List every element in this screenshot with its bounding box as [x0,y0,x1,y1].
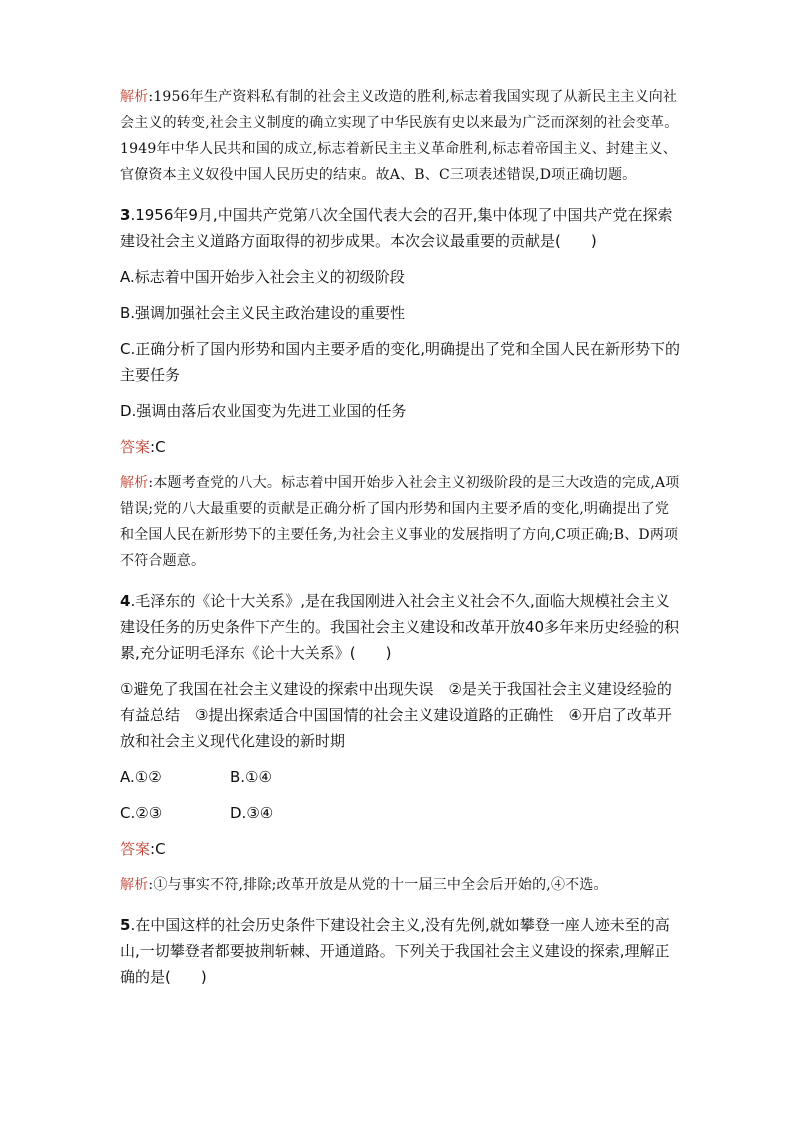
analysis-q2 [120,84,680,188]
analysis-text: :①与事实不符,排除;改革开放是从党的十一届三中全会后开始的,④不选。 [148,877,608,893]
option-a: A.①② [120,768,162,786]
analysis-label: 解析 [120,475,149,491]
question-text: .毛泽东的《论十大关系》,是在我国刚进入社会主义社会不久,面临大规模社会主义建设任务的历史条件下产生的。我国社会主义建设和改革开放40多年来历史经验的积累,充分证明毛泽东《论十大关系》( ) [120,592,680,662]
option-c: C.②③ [120,804,163,822]
analysis-text: :1956年生产资料私有制的社会主义改造的胜利,标志着我国实现了从新民主主义向社会主义的转变,社会主义制度的确立实现了中华民族有史以来最为广泛而深刻的社会变革。1949年中华人民共和国的成立,标志着新民主主义革命胜利,标志着帝国主义、封建主义、官僚资本主义奴役中国人民历史的结束。故A、B、C三项表述错误,D项正确切题。 [120,89,679,183]
question-number: 3 [120,206,131,224]
option-d: D.③④ [230,804,274,822]
options-row-2 [120,800,680,826]
answer-value: :C [150,840,166,858]
analysis-text: :本题考查党的八大。标志着中国开始步入社会主义初级阶段的是三大改造的完成,A项错误;党的八大最重要的贡献是正确分析了国内形势和国内主要矛盾的变化,明确提出了党和全国人民在新形势下的主要任务,为社会主义事业的发展指明了方向,C项正确;B、D两项不符合题意。 [120,475,680,569]
document-page [120,84,680,990]
analysis-label: 解析 [120,877,149,893]
option-b: B.①④ [230,768,272,786]
question-text: .在中国这样的社会历史条件下建设社会主义,没有先例,就如攀登一座人迹未至的高山,一切攀登者都要披荆斩棘、开通道路。下列关于我国社会主义建设的探索,理解正确的是( ) [120,916,670,986]
question-text: .1956年9月,中国共产党第八次全国代表大会的召开,集中体现了中国共产党在探索建设社会主义道路方面取得的初步成果。本次会议最重要的贡献是( ) [120,206,673,250]
question-number: 5 [120,916,131,934]
question-5-stem [120,912,680,990]
analysis-q3 [120,470,680,574]
analysis-q4 [120,872,680,898]
option-a: A.标志着中国开始步入社会主义的初级阶段 [120,268,405,286]
analysis-label: 解析 [120,89,149,105]
question-3-stem [120,202,680,254]
answer-q3 [120,434,680,460]
answer-q4 [120,836,680,862]
question-4-stem [120,588,680,666]
options-row-1 [120,764,680,790]
answer-label: 答案 [120,438,151,456]
question-4-statements: ①避免了我国在社会主义建设的探索中出现失误 ②是关于我国社会主义建设经验的有益总结 ③提出探索适合中国国情的社会主义建设道路的正确性 ④开启了改革开放和社会主义现代化建设的新时期 [120,680,672,750]
option-d: D.强调由落后农业国变为先进工业国的任务 [120,402,407,420]
answer-label: 答案 [120,840,151,858]
option-b: B.强调加强社会主义民主政治建设的重要性 [120,304,406,322]
option-c: C.正确分析了国内形势和国内主要矛盾的变化,明确提出了党和全国人民在新形势下的主要任务 [120,340,681,384]
answer-value: :C [150,438,166,456]
question-number: 4 [120,592,131,610]
